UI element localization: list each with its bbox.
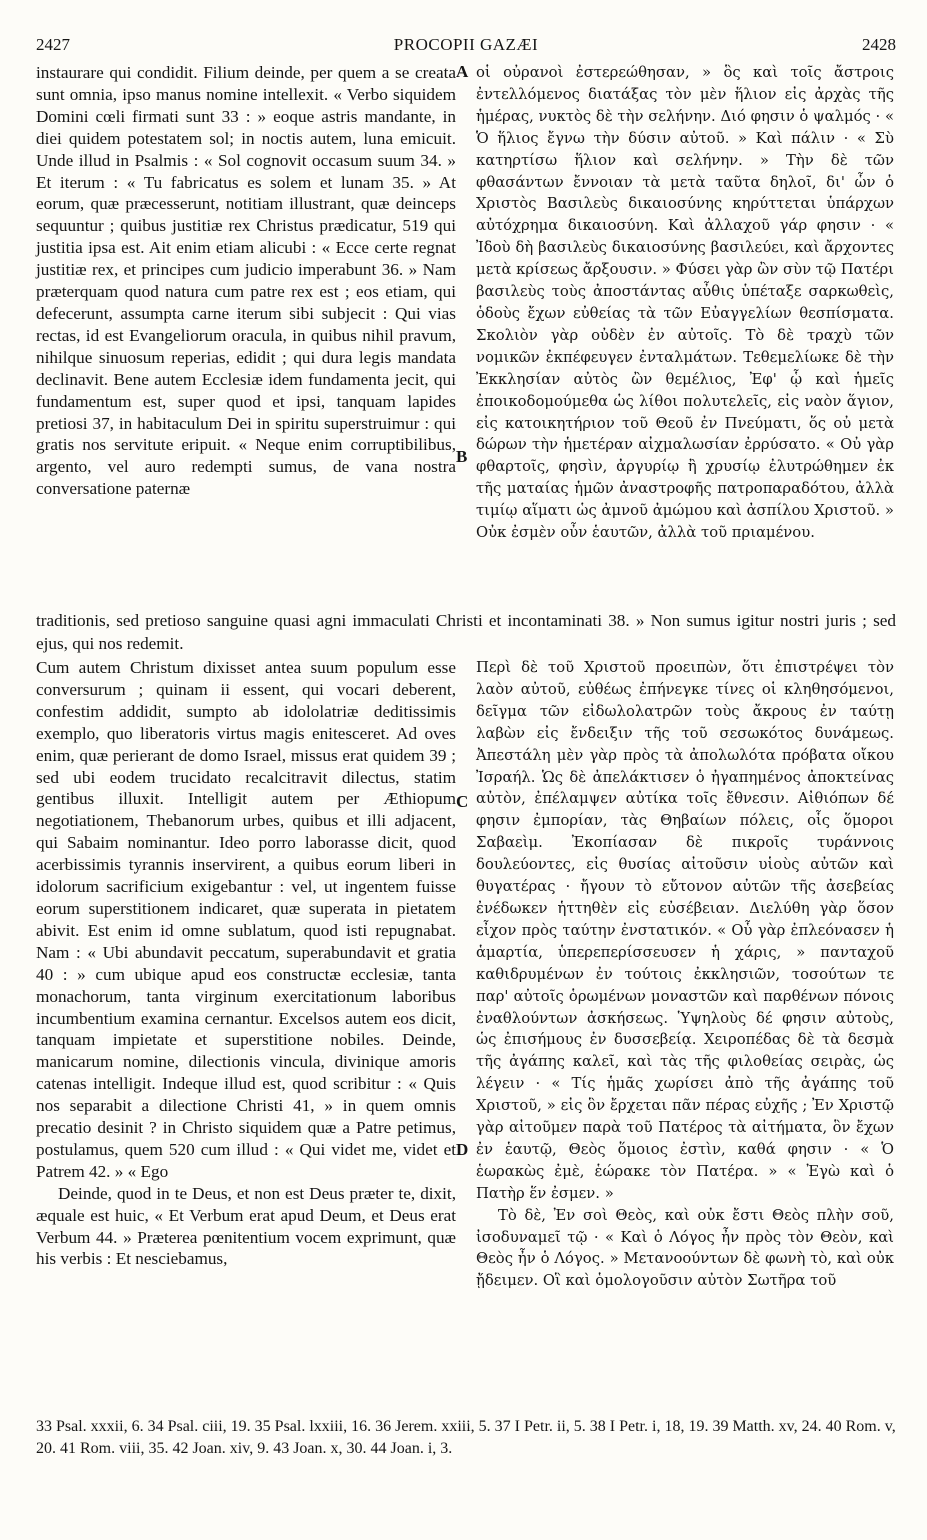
greek-column-top [476,62,894,544]
latin-paragraph: Deinde, quod in te Deus, et non est Deus præter te, dixit, æquale est huic, « Et Verbum erat apud Deum, et Deus erat Verbum 44. » Præterea pœnitentium vocem exprimunt, quæ his verbis : Et nesciebamus, [36,1183,456,1269]
greek-paragraph: Τὸ δὲ, Ἐν σοὶ Θεὸς, καὶ οὐκ ἔστι Θεὸς πλὴν σοῦ, ἰσοδυναμεῖ τῷ · « Καὶ ὁ Λόγος ἦν πρὸς τὸν Θεὸν, καὶ Θεὸς ἦν ὁ Λόγος. » Μετανοούντων δὲ φωνὴ τὸ, καὶ οὐκ ᾔδειμεν. Οἳ καὶ ὁμολογοῦσιν αὐτὸν Σωτῆρα τοῦ [476,1206,894,1290]
section-marker-d: D [456,1140,469,1159]
latin-column-top [36,62,456,500]
page-header [36,35,896,61]
section-marker-b: B [456,447,468,466]
greek-paragraph: Περὶ δὲ τοῦ Χριστοῦ προειπὼν, ὅτι ἐπιστρέψει τὸν λαὸν αὐτοῦ, εὐθέως ἐπήνεγκε τίνες οἱ κληθησόμενοι, δεῖγμα τῶν εἰδωλολατρῶν τοὺς ἄκρους ἐν ταύτῃ λαβὼν εἰς ἔνδειξιν τῆς τοῦ σεσωκότος δυνάμεως. Ἀπεστάλη μὲν γὰρ πρὸς τὰ ἀπολωλότα πρόβατα οἴκου Ἰσραήλ. Ὡς δὲ ἀπελάκτισεν ὁ ἠγαπημένος ἀποκτείνας αὐτὸν, ἐπέλαμψεν αὐτίκα τοῖς ἔθνεσιν. Αἰθιόπων δέ φησιν ἐμπορίαν, τὰς Θηβαίων πόλεις, οἷς ὅμοροι Σαβαεὶμ. Ἐκοπίασαν δὲ πικροῖς τυράννοις δουλεύοντες, εἰς θυσίας αἰτοῦσιν υἱοὺς αὐτῶν καὶ θυγατέρας · ἤγουν τὸ εὔτονον αὐτῶν τῆς ἀσεβείας ἐνέδωκεν ἡττηθὲν εἰς εὐσέβειαν. Διελύθη γὰρ ὅσον εἶχον πρὸς ταύτην ἐνστατικόν. « Οὗ γὰρ ἐπλεόνασεν ἡ ἁμαρτία, ὑπερεπερίσσευσεν ἡ χάρις, » πανταχοῦ καθιδρυμένων ἐν τούτοις ἐκκλησιῶν, τοσούτων τε παρ' αὐτοῖς ὁρωμένων μοναστῶν καὶ παρθένων πόνοις ἐναθλούντων ἀσκήσεως. Ὑψηλοὺς δέ φησιν αὐτοὺς, ὡς ἐπισήμους ἐν δυσσεβείᾳ. Χειροπέδας δὲ τὰ δεσμὰ τῆς ἀγάπης καλεῖ, καὶ τὰς τῆς φιλοθείας σειρὰς, ὡς λέγειν · « Τίς ἡμᾶς χωρίσει ἀπὸ τῆς ἀγάπης τοῦ Χριστοῦ, » εἰς ὃν ἔρχεται πᾶν πέρας εὐχῆς ; Ἐν Χριστῷ γὰρ αἰτοῦμεν παρὰ τοῦ Πατέρος τὰ αἰτήματα, ὃν ἔχων ἐν ἑαυτῷ, Θεὸς ὅμοιος ἐστὶν, καθά φησιν · « Ὁ ἑωρακὼς ἐμὲ, ἑώρακε τὸν Πατέρα. » « Ἐγὼ καὶ ὁ Πατὴρ ἕν ἐσμεν. » [476,659,894,1202]
full-width-passage: traditionis, sed pretioso sanguine quasi agni immaculati Christi et incontaminati 38. » Non sumus igitur nostri juris ; sed ejus, qui nos redemit. [36,611,896,653]
greek-paragraph: οἱ οὐρανοὶ ἐστερεώθησαν, » ὃς καὶ τοῖς ἄστροις ἐντελλόμενος διατάξας τὸν μὲν ἥλιον εἰς ἀρχὰς τῆς ἡμέρας, νυκτὸς δὲ τὴν σελήνην. Διό φησιν ὁ ψαλμός · « Ὁ ἥλιος ἔγνω τὴν δύσιν αὐτοῦ. » Καὶ πάλιν · « Σὺ κατηρτίσω ἥλιον καὶ σελήνην. » Τὴν δὲ τῶν φθασάντων ἔννοιαν τὰ μετὰ ταῦτα δηλοῖ, δι' ὧν ὁ Χριστὸς Βασιλεὺς δικαιοσύνης κηρύττεται ὑπάρχων αὐτόχρημα δικαιοσύνη. Καὶ ἀλλαχοῦ γάρ φησιν · « Ἰδοὺ δὴ βασιλεὺς δικαιοσύνης βασιλεύει, καὶ ἄρχοντες μετὰ κρίσεως ἄρξουσιν. » Φύσει γὰρ ὢν σὺν τῷ Πατέρι βασιλεὺς τοὺς ἀποστάντας αὖθις ὑπέταξε σαρκωθεὶς, ὁδοὺς ἔχων εὐθείας τὰ τῶν Εὐαγγελίων θεσπίσματα. Σκολιὸν γὰρ οὐδὲν ἐν αὐτοῖς. Τὸ δὲ τραχὺ τῶν νομικῶν ἐκπέφευγεν ἐνταλμάτων. Τεθεμελίωκε δὲ τὴν Ἐκκλησίαν αὐτὸς ὢν θεμέλιος, Ἐφ' ᾧ καὶ ἡμεῖς ἐποικοδομούμεθα ὡς λίθοι πολυτελεῖς, εἰς ναὸν ἅγιον, εἰς κατοικητήριον τοῦ Θεοῦ ἐν Πνεύματι, ὅς οὐ μετὰ δώρων τὴν ἡμετέραν αἰχμαλωσίαν ἐρρύσατο. « Οὐ γὰρ φθαρτοῖς, φησὶν, ἀργυρίῳ ἢ χρυσίῳ ἐλυτρώθημεν ἐκ τῆς ματαίας ἡμῶν ἀναστροφῆς πατροπαραδότου, ἀλλὰ τιμίῳ αἵματι ὡς ἀμνοῦ ἀμώμου καὶ ἀσπίλου Χριστοῦ. » Οὐκ ἐσμὲν οὖν ἑαυτῶν, ἀλλὰ τοῦ πριαμένου. [476,64,894,542]
section-marker-c: C [456,792,469,811]
left-page-number: 2427 [36,35,70,54]
latin-paragraph: Cum autem Christum dixisset antea suum populum esse conversurum ; quinam ii essent, qui vocari deberent, confestim addidit, sumpto ab idololatriæ deditissimis exemplo, quo liberatoris virtus magis enitesceret. Ad oves enim, quæ perierant de domo Israel, missus erat quidem 39 ; sed ubi eodem trucidato recalcitravit dilectus, statim gentibus illuxit. Intelligit autem per Æthiopum negotiationem, Thebanorum urbes, quibus et illi adjacent, qui Sabaim nominantur. Ideo porro laborasse dicit, quod acerbissimis tyrannis inservirent, a quibus eorum liberi in idolorum sacrificium exigebantur : vel, ut ingentem fuisse eorum superstitionem indicaret, quæ superata in pietatem abivit. Est enim id omne sublatum, quod isti repugnabat. Nam : « Ubi abundavit peccatum, superabundavit et gratia 40 : » cum ubique apud eos constructæ ecclesiæ, tanta monachorum, tanta virginum exercitationum laboribus incumbentium examina cernantur. Excelsos autem eos dicit, tanquam impietate et superstitione nobiles. Deinde, manicarum nomine, dilectionis vincula, divinique amoris catenas intelligit. Indeque illud est, quod scribitur : « Quis nos separabit a dilectione Christi 41, » in quem omnis precatio desinit ? in Christo siquidem quæ a Patre petimus, postulamus, quem 520 cum illud : « Qui videt me, videt et Patrem 42. » « Ego [36,658,456,1181]
section-marker-a: A [456,62,469,81]
right-page-number: 2428 [862,35,896,54]
footnotes: 33 Psal. xxxii, 6. 34 Psal. ciii, 19. 35 Psal. lxxiii, 16. 36 Jerem. xxiii, 5. 37 I Petr. ii, 5. 38 I Petr. i, 18, 19. 39 Matth. xv, 24. 40 Rom. v, 20. 41 Rom. viii, 35. 42 Joan. xiv, 9. 43 Joan. x, 30. 44 Joan. i, 3. [36,1418,896,1457]
latin-column-bottom [36,657,456,1270]
latin-paragraph: instaurare qui condidit. Filium deinde, per quem a se creata sunt omnia, ipso manus nomine intellexit. « Verbo siquidem Domini cœli firmati sunt 33 : » eoque astris mandante, in diei quidem potestatem sol; in noctis autem, luna emicuit. Unde illud in Psalmis : « Sol cognovit occasum suum 34. » Et iterum : « Tu fabricatus es solem et lunam 35. » At eorum, quæ præcesserunt, notitiam illustrant, quæ deinceps sequuntur ; quibus justitiæ rex Christus prædicatur, 519 qui justitia ipsa est. Ait enim etiam alicubi : « Ecce certe regnat justitiæ rex, et principes cum judicio imperabunt 36. » Nam præterquam quod natura cum patre rex est ; eos etiam, qui defecerunt, assumpta carne iterum sibi subjecit : Qui vias rectas, id est Evangeliorum oracula, in quibus nihil pravum, nihilque sinuosum reperias, edidit ; qui dura legis mandata declinavit. Bene autem Ecclesiæ idem fundamenta jecit, qui fundamentum est, super quod et ipsi, tanquam lapides pretiosi 37, in habitaculum Dei in spiritu superstruimur : qui gratis nos servitute eripuit. « Neque enim corruptibilibus, argento, vel auro redempti sumus, de vana nostra conversatione paternæ [36,63,456,499]
greek-column-bottom [476,657,894,1292]
running-title: PROCOPII GAZÆI [393,35,539,54]
